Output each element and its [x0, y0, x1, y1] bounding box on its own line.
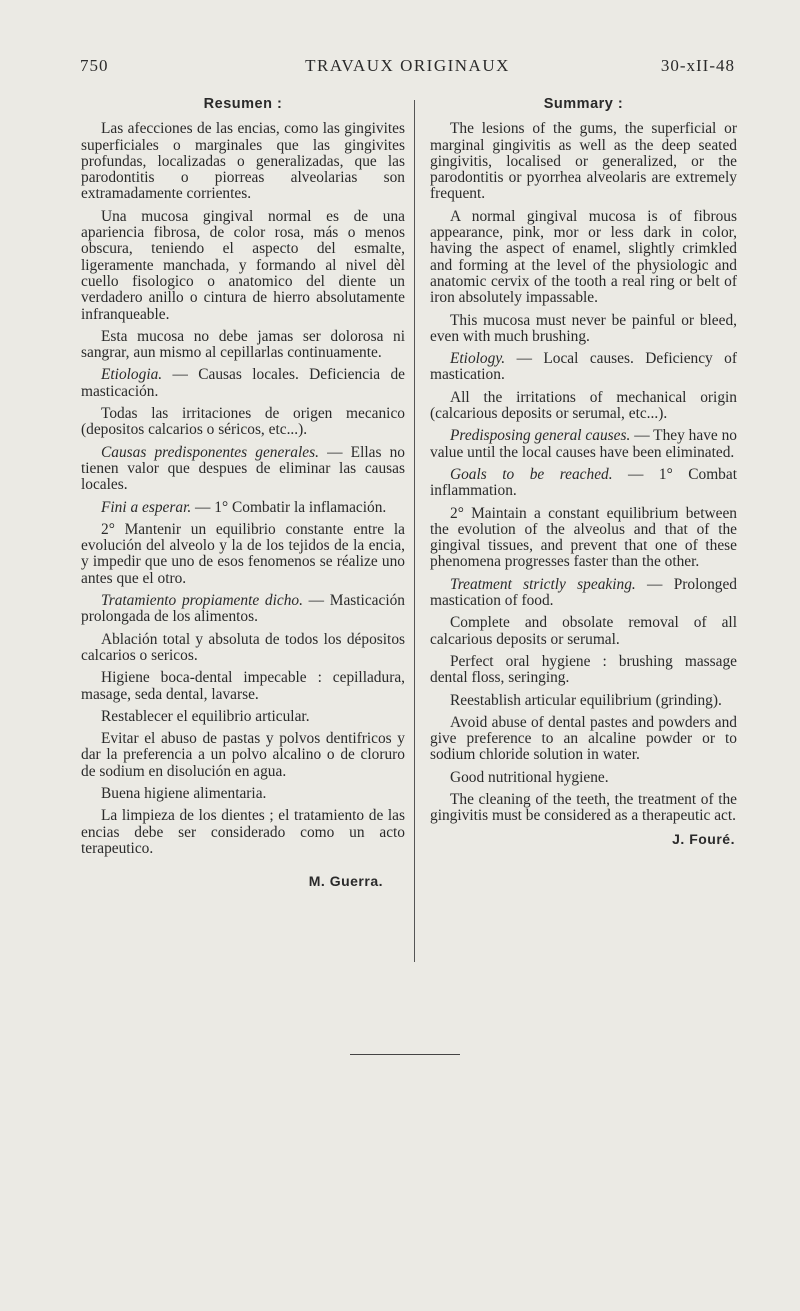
- paragraph-text: Reestablish articular equilibrium (grinding).: [450, 691, 722, 709]
- author-signature-guerra: M. Guerra.: [308, 873, 383, 890]
- paragraph-text: Good nutritional hygiene.: [450, 768, 609, 786]
- paragraph: [430, 770, 737, 786]
- paragraph: [430, 390, 737, 423]
- paragraph-lead: Goals to be reached.: [450, 465, 613, 483]
- paragraph: [430, 715, 737, 764]
- paragraph-text: Una mucosa gingival normal es de una apariencia fibrosa, de color rosa, más o menos obscura, teniendo el aspecto del esmalte, ligeramente manchada, y formando al nivel dèl cuello fisologico o anatomico del diente un verdadero anillo o cintura de hierro absolutamente infranqueable.: [81, 207, 405, 323]
- paragraph: [81, 445, 405, 494]
- paragraph: [430, 351, 737, 384]
- paragraph-text: Perfect oral hygiene : brushing massage dental floss, seringing.: [430, 652, 737, 687]
- paragraph-text: 2° Maintain a constant equilibrium between the evolution of the alveolus and that of the gingival tissues, and prevent that one of these phenomena progresses faster than the other.: [430, 504, 737, 571]
- paragraph: [430, 693, 737, 709]
- paragraph: [81, 121, 405, 202]
- paragraph-text: — They have no value until the local causes have been eliminated.: [430, 427, 737, 461]
- column-divider: [414, 100, 415, 962]
- paragraph: [430, 577, 737, 610]
- paragraph-text: Higiene boca-dental impecable : cepilladura, masage, seda dental, lavarse.: [81, 669, 405, 703]
- paragraph-text: Avoid abuse of dental pastes and powders and give preference to an alcaline powder or to sodium chloride solution in water.: [430, 713, 737, 764]
- paragraph-text: 2° Mantenir un equilibrio constante entre la evolución del alveolo y la de los tejidos de la encia, y impedir que uno de esos fenomenos se réalize uno antes que el otro.: [81, 520, 405, 587]
- paragraph: [81, 500, 405, 516]
- issue-date: 30-xII-48: [660, 56, 735, 75]
- paragraph: [430, 615, 737, 648]
- paragraph-text: — Ellas no tienen valor que despues de eliminar las causas locales.: [81, 443, 405, 494]
- paragraph: [81, 329, 405, 362]
- paragraph-text: Evitar el abuso de pastas y polvos dentifricos y dar la preferencia a un polvo alcalino o de cloruro de sodium en disolución en agua.: [81, 730, 405, 780]
- paragraph: [81, 709, 405, 725]
- paragraph: [81, 367, 405, 400]
- paragraph-text: — Local causes. Deficiency of mastication.: [430, 350, 737, 384]
- author-signature-foure: J. Fouré.: [672, 830, 735, 847]
- paragraph: [430, 428, 737, 461]
- paragraph-text: — Masticación prolongada de los alimentos.: [81, 592, 405, 626]
- paragraph: [430, 121, 737, 202]
- paragraph: [430, 792, 737, 825]
- paragraph: [430, 467, 737, 500]
- paragraph-text: A normal gingival mucosa is of fibrous appearance, pink, mor or less dark in color, having the aspect of enamel, slightly crimkled and forming at the level of the physiologic and anatomic cervix of the tooth a real ring or belt of iron absolutely impassable.: [430, 207, 737, 307]
- paragraph: [81, 808, 405, 857]
- paragraph-text: Esta mucosa no debe jamas ser dolorosa ni sangrar, aun mismo al cepillarlas continuamente.: [81, 327, 405, 362]
- summary-body: [430, 121, 737, 824]
- paragraph-lead: Predisposing general causes.: [450, 427, 631, 445]
- paragraph-text: All the irritations of mechanical origin (calcarious deposits or serumal, etc...).: [430, 388, 737, 423]
- paragraph-lead: Fini a esperar.: [101, 498, 192, 516]
- page-header: [80, 56, 735, 80]
- paragraph-text: Restablecer el equilibrio articular.: [101, 707, 310, 725]
- paragraph-text: The lesions of the gums, the superficial or marginal gingivitis as well as the deep seated gingivitis, localised or generalized, or the parodontitis or pyorrhea alveolaris are extremely frequent.: [430, 120, 737, 203]
- page-number: 750: [80, 56, 109, 75]
- running-title: TRAVAUX ORIGINAUX: [305, 56, 510, 75]
- paragraph: [81, 731, 405, 780]
- paragraph: [81, 406, 405, 439]
- paragraph-lead: Causas predisponentes generales.: [101, 443, 319, 461]
- paragraph-text: — 1° Combat inflammation.: [430, 465, 737, 500]
- paragraph-text: Las afecciones de las encias, como las gingivites superficiales o marginales que las gingivites profundas, localizadas o generalizadas, que las parodontitis o piorreas alveolarias son extramadamente corrientes.: [81, 120, 405, 203]
- paragraph-text: — Prolonged mastication of food.: [430, 575, 737, 610]
- paragraph: [81, 209, 405, 323]
- paragraph-text: Ablación total y absoluta de todos los dépositos calcarios o sericos.: [81, 630, 405, 664]
- resumen-heading: Resumen :: [203, 96, 283, 112]
- paragraph-lead: Tratamiento propiamente dicho.: [101, 592, 303, 610]
- spanish-summary-column: [81, 96, 405, 889]
- paragraph-text: Complete and obsolate removal of all calcarious deposits or serumal.: [430, 614, 737, 648]
- paragraph-text: — 1° Combatir la inflamación.: [191, 498, 387, 516]
- paragraph: [81, 593, 405, 626]
- paragraph-lead: Etiology.: [450, 350, 506, 368]
- paragraph: [81, 786, 405, 802]
- paragraph-text: This mucosa must never be painful or bleed, even with much brushing.: [430, 311, 737, 345]
- closing-rule: [350, 1054, 460, 1055]
- paragraph-text: La limpieza de los dientes ; el tratamiento de las encias debe ser considerado como un acto terapeutico.: [81, 807, 405, 857]
- paragraph-lead: Treatment strictly speaking.: [450, 575, 636, 593]
- paragraph-text: Todas las irritaciones de origen mecanico (depositos calcarios o séricos, etc...).: [81, 405, 405, 439]
- summary-heading: Summary :: [543, 96, 624, 112]
- paragraph: [430, 654, 737, 687]
- paragraph: [81, 632, 405, 665]
- paragraph: [430, 209, 737, 307]
- paragraph: [81, 670, 405, 703]
- paragraph: [81, 522, 405, 587]
- paragraph-text: The cleaning of the teeth, the treatment of the gingivitis must be considered as a therapeutic act.: [430, 790, 737, 825]
- resumen-body: [81, 121, 405, 857]
- paragraph-text: Buena higiene alimentaria.: [101, 784, 267, 802]
- paragraph-text: — Causas locales. Deficiencia de masticación.: [81, 366, 405, 400]
- english-summary-column: [430, 96, 737, 847]
- paragraph: [430, 506, 737, 571]
- paragraph-lead: Etiologia.: [101, 366, 163, 384]
- paragraph: [430, 313, 737, 346]
